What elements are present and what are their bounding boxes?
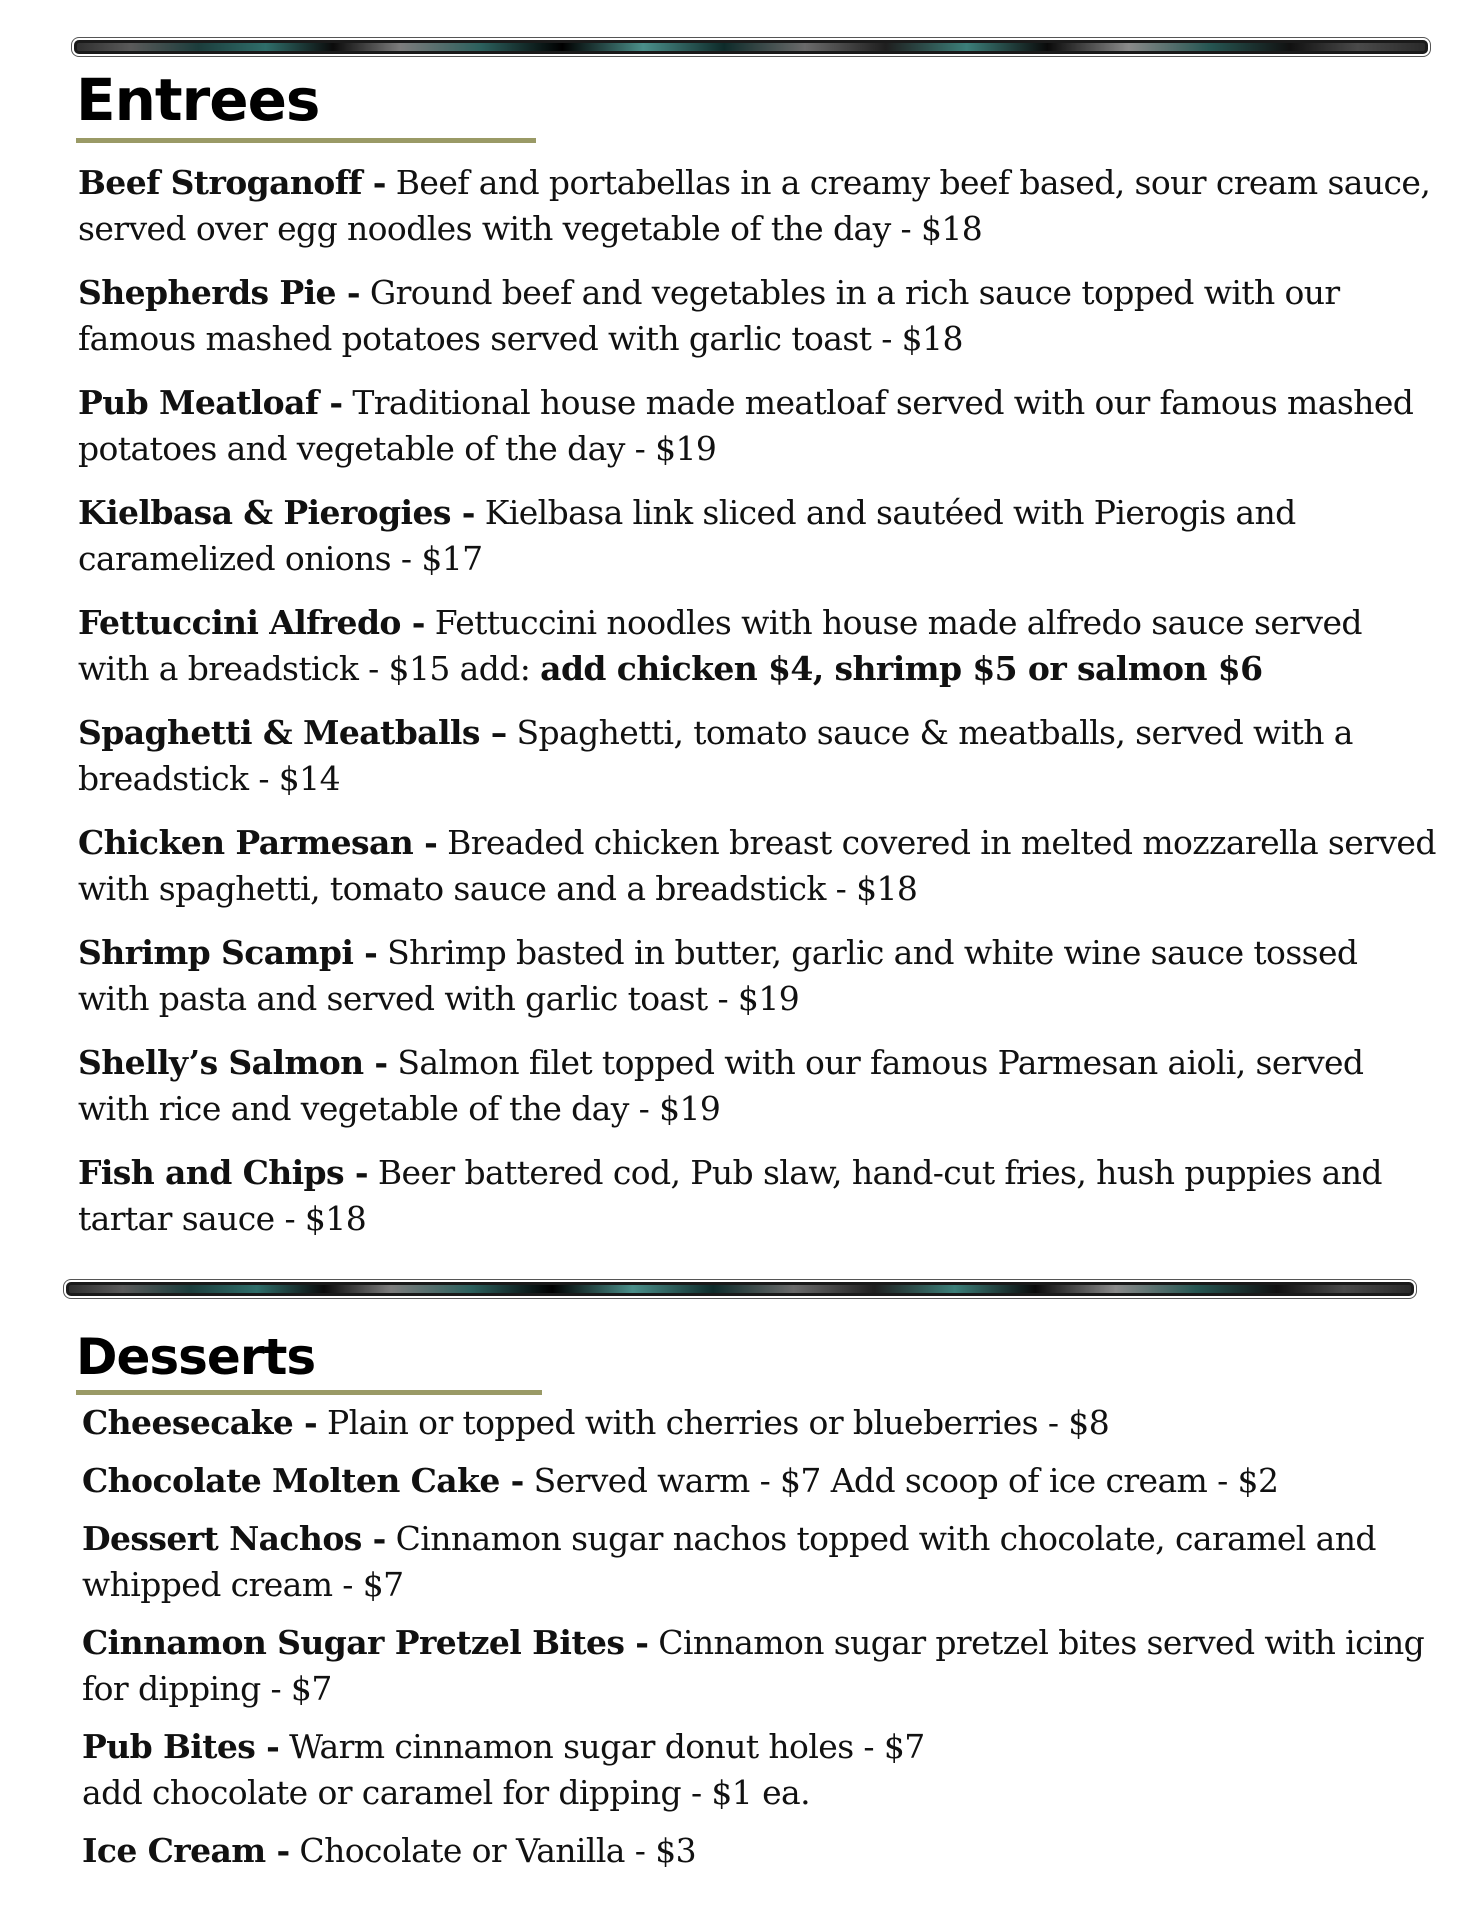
item-name: Fish and Chips - <box>78 1153 368 1192</box>
item-name: Shelly’s Salmon - <box>78 1043 388 1082</box>
entrees-list <box>78 160 1438 1260</box>
item-description: Salmon filet topped with our famous Parmesan aioli, served with rice and vegetable of the day - $19 <box>78 1043 1364 1128</box>
top-divider <box>74 40 1428 54</box>
menu-item <box>82 1400 1442 1446</box>
item-name: Pub Bites - <box>82 1727 280 1766</box>
item-addons: add chicken $4, shrimp $5 or salmon $6 <box>540 649 1263 688</box>
item-name: Ice Cream - <box>82 1831 290 1870</box>
menu-item <box>78 490 1438 582</box>
middle-divider <box>66 1282 1414 1296</box>
item-description: Beef and portabellas in a creamy beef based, sour cream sauce, served over egg noodles with vegetable of the day - $18 <box>78 163 1431 248</box>
menu-item <box>78 270 1438 362</box>
item-name: Beef Stroganoff - <box>78 163 386 202</box>
menu-item <box>78 930 1438 1022</box>
item-name: Kielbasa & Pierogies - <box>78 493 475 532</box>
item-description-line2: add chocolate or caramel for dipping - $1 ea. <box>82 1773 810 1812</box>
desserts-list <box>82 1400 1442 1886</box>
menu-item <box>82 1828 1442 1874</box>
menu-item <box>82 1620 1442 1712</box>
item-description: Fettuccini noodles with house made alfredo sauce served with a breadstick - $15 add: <box>78 603 1362 688</box>
item-name: Dessert Nachos - <box>82 1519 386 1558</box>
menu-item <box>78 710 1438 802</box>
menu-item <box>78 1040 1438 1132</box>
item-description: Spaghetti, tomato sauce & meatballs, served with a breadstick - $14 <box>78 713 1353 798</box>
item-description: Kielbasa link sliced and sautéed with Pierogis and caramelized onions - $17 <box>78 493 1296 578</box>
item-description: Served warm - $7 Add scoop of ice cream - $2 <box>523 1461 1279 1500</box>
menu-item <box>82 1724 1442 1816</box>
desserts-title-underline <box>76 1390 542 1395</box>
item-description: Chocolate or Vanilla - $3 <box>289 1831 696 1870</box>
item-description: Cinnamon sugar pretzel bites served with icing for dipping - $7 <box>82 1623 1425 1708</box>
item-name: Chicken Parmesan - <box>78 823 438 862</box>
menu-item <box>78 160 1438 252</box>
menu-item <box>78 1150 1438 1242</box>
item-description: Traditional house made meatloaf served with our famous mashed potatoes and vegetable of the day - $19 <box>78 383 1414 468</box>
menu-item <box>82 1516 1442 1608</box>
item-description: Breaded chicken breast covered in melted mozzarella served with spaghetti, tomato sauce and a breadstick - $18 <box>78 823 1436 908</box>
item-description: Beer battered cod, Pub slaw, hand-cut fries, hush puppies and tartar sauce - $18 <box>78 1153 1382 1238</box>
menu-item <box>78 820 1438 912</box>
menu-item <box>82 1458 1442 1504</box>
menu-item <box>78 380 1438 472</box>
item-name: Shepherds Pie - <box>78 273 360 312</box>
item-description: Plain or topped with cherries or blueberries - $8 <box>317 1403 1110 1442</box>
item-name: Shrimp Scampi - <box>78 933 378 972</box>
item-name: Pub Meatloaf - <box>78 383 343 422</box>
item-description: Shrimp basted in butter, garlic and white wine sauce tossed with pasta and served with garlic toast - $19 <box>78 933 1358 1018</box>
entrees-title: Entrees <box>76 66 320 134</box>
item-description: Cinnamon sugar nachos topped with chocolate, caramel and whipped cream - $7 <box>82 1519 1376 1604</box>
item-description: Ground beef and vegetables in a rich sauce topped with our famous mashed potatoes served with garlic toast - $18 <box>78 273 1340 358</box>
item-name: Spaghetti & Meatballs – <box>78 713 507 752</box>
item-name: Cinnamon Sugar Pretzel Bites - <box>82 1623 649 1662</box>
item-name: Chocolate Molten Cake - <box>82 1461 524 1500</box>
desserts-title: Desserts <box>76 1328 316 1386</box>
item-name: Fettuccini Alfredo - <box>78 603 425 642</box>
item-description: Warm cinnamon sugar donut holes - $7 <box>279 1727 925 1766</box>
entrees-title-underline <box>76 138 536 143</box>
item-name: Cheesecake - <box>82 1403 318 1442</box>
menu-item <box>78 600 1438 692</box>
